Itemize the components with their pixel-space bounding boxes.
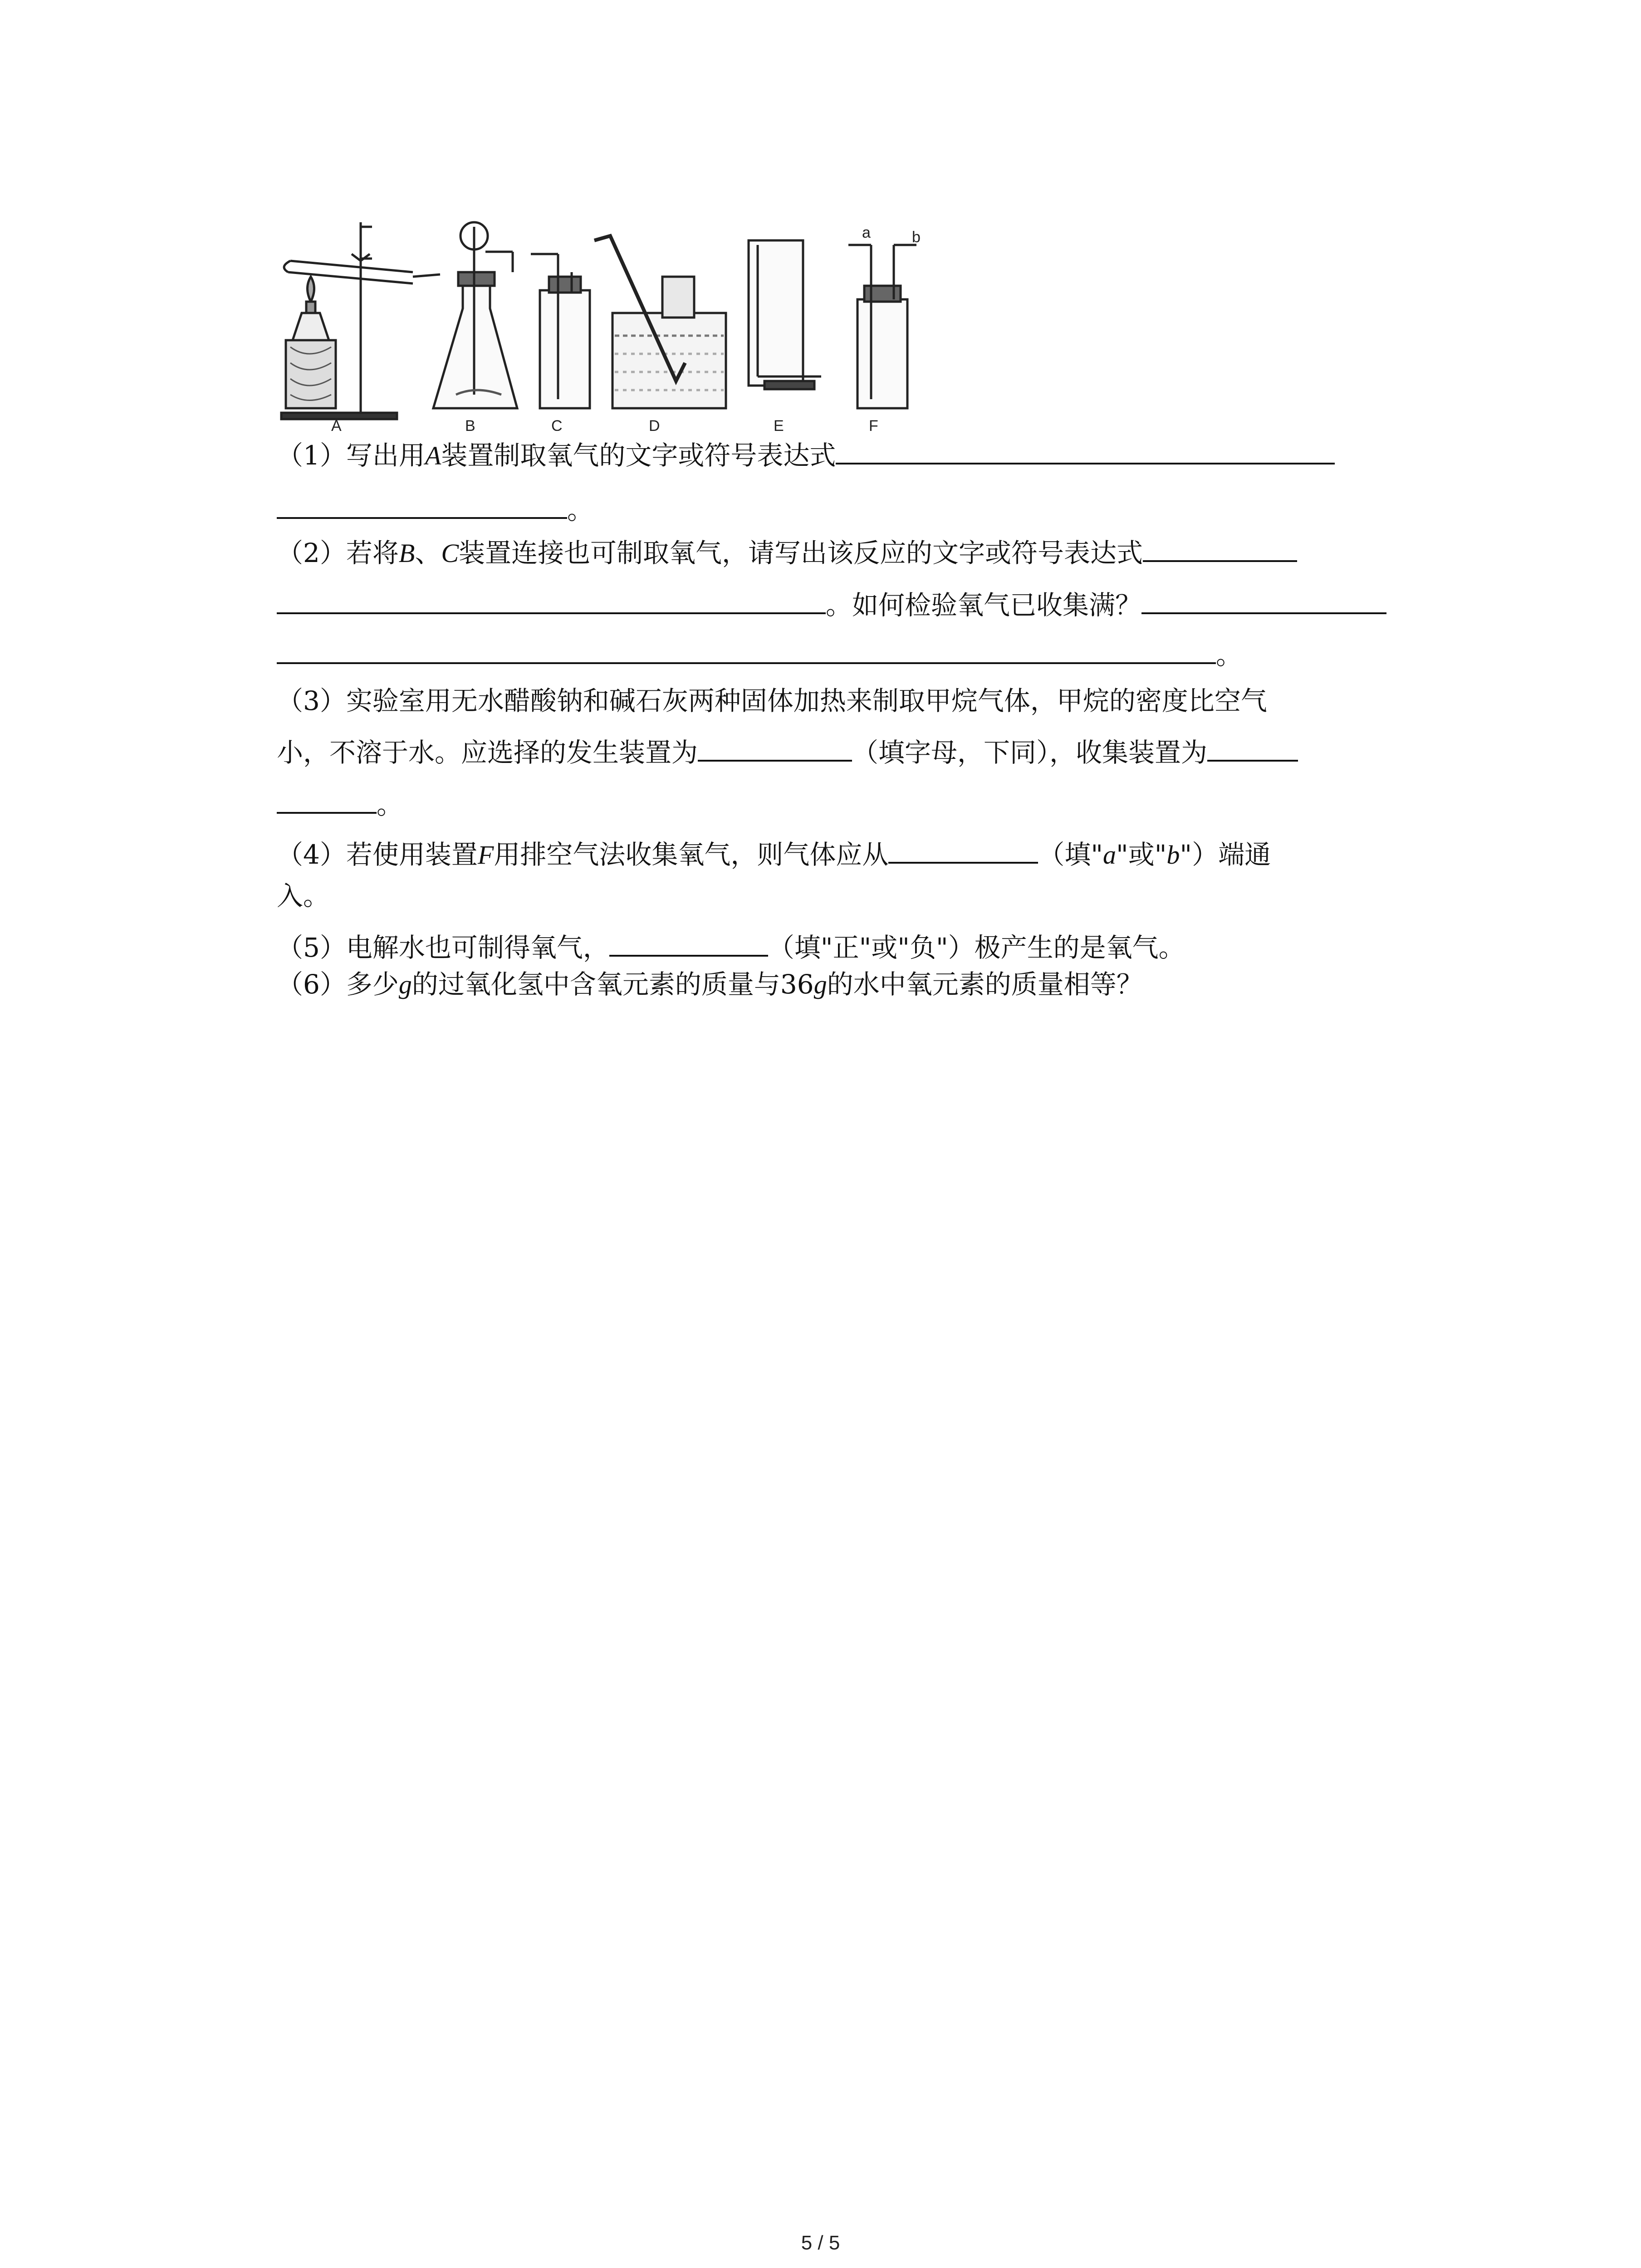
- q3-generator-blank[interactable]: [698, 733, 852, 762]
- q1-line1: （1）写出用A装置制取氧气的文字或符号表达式: [277, 435, 1335, 474]
- q2-equation-blank-cont[interactable]: [277, 585, 826, 614]
- q2-line2: 。如何检验氧气已收集满？: [277, 585, 1386, 623]
- q1-line2: 。: [277, 490, 593, 528]
- q4-line2: 入。: [277, 880, 330, 911]
- q3-collector-blank[interactable]: [1207, 733, 1298, 762]
- q2-check-blank[interactable]: [1141, 585, 1386, 614]
- q1-answer-blank[interactable]: [836, 435, 1335, 464]
- apparatus-drawing: [277, 218, 930, 431]
- q3-line2: 小，不溶于水。应选择的发生装置为 （填字母，下同），收集装置为: [277, 733, 1298, 771]
- apparatus-figure: [277, 218, 930, 431]
- q3-collector-blank-cont[interactable]: [277, 785, 377, 814]
- q4-line1: （4）若使用装置F用排空气法收集氧气，则气体应从 （填"a"或"b"）端通: [277, 835, 1271, 873]
- q3-line3: 。: [277, 785, 403, 823]
- tube-label-b: b: [912, 229, 921, 246]
- q2-line3: 。: [277, 635, 1242, 673]
- label-C: C: [551, 417, 563, 431]
- q3-line1: （3）实验室用无水醋酸钠和碱石灰两种固体加热来制取甲烷气体，甲烷的密度比空气: [277, 685, 1267, 716]
- label-D: D: [649, 417, 660, 431]
- q6-line: （6）多少g的过氧化氢中含氧元素的质量与36g的水中氧元素的质量相等？: [277, 969, 1143, 1000]
- q2-check-blank-cont[interactable]: [277, 635, 1216, 664]
- label-A: A: [331, 417, 342, 431]
- page-number: 5 / 5: [801, 2232, 840, 2254]
- q1-answer-blank-cont[interactable]: [277, 490, 567, 519]
- q2-equation-blank[interactable]: [1143, 533, 1297, 562]
- q5-line: （5）电解水也可制得氧气， （填"正"或"负"）极产生的是氧气。: [277, 928, 1185, 966]
- label-B: B: [465, 417, 475, 431]
- label-F: F: [869, 417, 878, 431]
- q5-electrode-blank[interactable]: [609, 928, 768, 957]
- tube-label-a: a: [862, 224, 871, 241]
- q4-end-blank[interactable]: [888, 835, 1038, 864]
- label-E: E: [774, 417, 784, 431]
- q2-line1: （2）若将B、C装置连接也可制取氧气，请写出该反应的文字或符号表达式: [277, 533, 1297, 572]
